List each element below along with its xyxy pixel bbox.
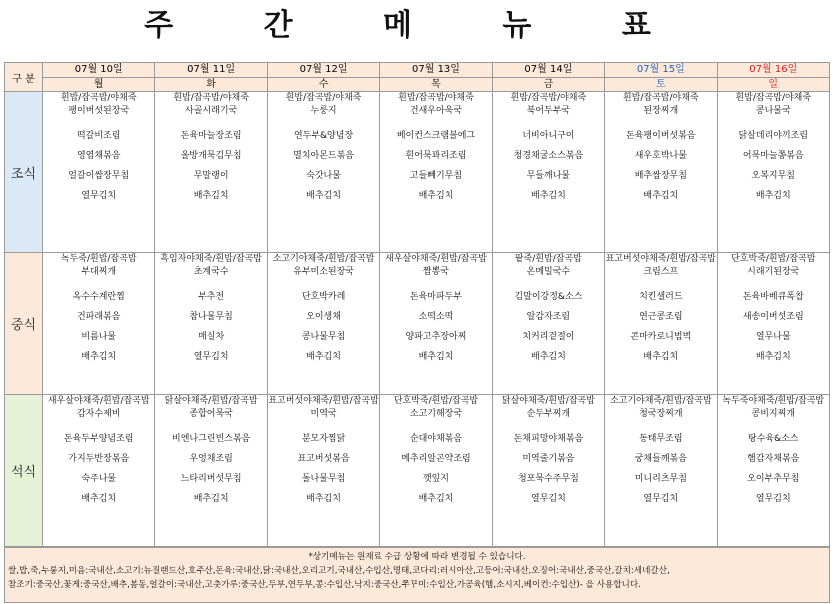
- meal-label: 중식: [5, 253, 43, 395]
- menu-item: 고들빼기무침: [409, 171, 463, 181]
- menu-item: 배추쌈장무침: [634, 171, 687, 181]
- day-date: 07월 13일: [380, 63, 491, 78]
- day-of-week: 목: [380, 78, 491, 91]
- menu-item: 흰밥/잡곡밥/야채죽: [173, 93, 249, 103]
- menu-item: 종합어묵국: [189, 409, 233, 419]
- menu-item: 온메밀국수: [526, 267, 571, 277]
- menu-item: 배추김치: [306, 191, 341, 201]
- menu-item: 배추김치: [306, 352, 341, 362]
- menu-item: 치커리겉절이: [522, 332, 575, 342]
- menu-item: 청경채굴소스볶음: [513, 151, 584, 161]
- menu-item: 옥수수계란찜: [72, 292, 125, 302]
- menu-cell: [155, 253, 267, 395]
- menu-item: 느타리버섯무침: [180, 474, 242, 484]
- day-date: 07월 16일: [718, 63, 829, 78]
- menu-item: 단호박죽/흰밥/잡곡밥: [393, 396, 479, 406]
- menu-cell: [605, 253, 717, 395]
- menu-item: 시래기된장국: [747, 267, 800, 277]
- menu-item: 짬뽕국: [422, 267, 450, 277]
- day-header-sun: [717, 63, 829, 92]
- menu-item: 청국장찌개: [639, 409, 683, 419]
- day-date: 07월 12일: [268, 63, 379, 78]
- menu-item: 흑임자야채죽/흰밥/잡곡밥: [160, 254, 262, 264]
- menu-item: 열무김치: [643, 494, 679, 504]
- menu-cell: [380, 92, 492, 253]
- menu-item: 흰밥/잡곡밥/야채죽: [510, 93, 587, 103]
- menu-cell: [717, 253, 829, 395]
- menu-cell: [492, 92, 604, 253]
- menu-item: 새우살야채죽/흰밥/잡곡밥: [47, 396, 150, 406]
- menu-item: 흰밥/잡곡밥/야채죽: [623, 93, 699, 103]
- menu-item: 건새우아욱국: [409, 106, 463, 116]
- menu-item: 미니리츠무침: [634, 474, 687, 484]
- day-header-fri: [492, 63, 604, 92]
- day-date: 07월 15일: [605, 63, 716, 78]
- menu-cell: [380, 253, 492, 395]
- menu-cell: [267, 253, 379, 395]
- menu-item-list: [155, 253, 266, 367]
- menu-item: 돈육바베큐폭찹: [742, 292, 804, 302]
- menu-item: 흰어묵꽈리조림: [405, 151, 467, 161]
- menu-cell: [43, 395, 155, 547]
- menu-item-list: [380, 253, 491, 367]
- menu-item: 사골시래기국: [185, 106, 238, 116]
- menu-item: 열무김치: [193, 352, 229, 362]
- menu-cell: [380, 395, 492, 547]
- menu-cell: [43, 92, 155, 253]
- menu-item-list: [380, 92, 491, 206]
- menu-item-list: [155, 92, 266, 206]
- menu-cell: [717, 395, 829, 547]
- menu-item: 녹두죽야채죽/흰밥/잡곡밥: [722, 396, 825, 406]
- menu-item: 닭살데리야끼조림: [738, 131, 809, 141]
- menu-item-list: [155, 395, 266, 509]
- menu-item: 콩비지찌개: [751, 409, 795, 419]
- menu-item: 순두부찌개: [526, 409, 571, 419]
- menu-item: 떡갈비조림: [76, 131, 121, 141]
- menu-item: 숙갓나물: [306, 171, 341, 181]
- day-of-week: 일: [718, 78, 829, 91]
- menu-item: 배추김치: [81, 494, 117, 504]
- menu-item: 햄감자채볶음: [747, 454, 800, 464]
- page-title: 주 간 메 뉴 표: [144, 8, 691, 43]
- menu-item: 김말이강정&소스: [514, 292, 583, 302]
- day-date: 07월 14일: [493, 63, 604, 78]
- menu-item-list: [268, 395, 379, 509]
- meal-row: [5, 253, 830, 395]
- menu-item-list: [43, 395, 154, 509]
- menu-item: 치킨샐러드: [639, 292, 683, 302]
- menu-item: 오이생채: [306, 312, 341, 322]
- menu-item: 배추김치: [193, 191, 229, 201]
- notes-origin-line-2: 참조기:중국산,꽃게:중국산,배추,봄동,얼갈이:국내산,고춧가루:중국산,두부,연두부,콩:수입산,낙지:중국산,쭈꾸미:수입산,가공육(햄,소시지,베이컨:수입산)- 을 사용합니다.: [8, 580, 641, 590]
- menu-item: 열무나물: [755, 332, 791, 342]
- menu-item: 연근콩조림: [639, 312, 683, 322]
- day-date: 07월 11일: [155, 63, 266, 78]
- menu-item-list: [493, 253, 604, 367]
- menu-cell: [155, 92, 267, 253]
- menu-item: 배추김치: [418, 191, 454, 201]
- meal-label: 조식: [5, 92, 43, 253]
- menu-item: 궁채들깨볶음: [634, 454, 687, 464]
- day-header-tue: [155, 63, 267, 92]
- menu-item: 탕수육&소스: [748, 434, 799, 444]
- menu-item: 숙주나물: [81, 474, 117, 484]
- menu-item: 동태무조림: [639, 434, 683, 444]
- menu-item: 어묵마늘쫑볶음: [742, 151, 804, 161]
- menu-item-list: [605, 253, 716, 367]
- menu-item: 깻잎지: [422, 474, 450, 484]
- menu-item: 돈육마늘장조림: [180, 131, 242, 141]
- menu-item: 돈육두부양념조림: [63, 434, 134, 444]
- menu-item: 너비아니구이: [522, 131, 575, 141]
- menu-item: 초계국수: [193, 267, 229, 277]
- menu-item-list: [43, 253, 154, 367]
- menu-item: 순대야채볶음: [409, 434, 463, 444]
- menu-item: 열무김치: [755, 494, 791, 504]
- table-header-row: [5, 63, 830, 92]
- menu-item: 콩나물무침: [301, 332, 346, 342]
- menu-item: 표고버섯야채죽/흰밥/잡곡밥: [605, 254, 717, 264]
- menu-item-list: [718, 92, 829, 206]
- menu-item: 청포묵수주무침: [517, 474, 579, 484]
- notes-disclaimer: *상기메뉴는 원재료 수급 상황에 따라 변경될 수 있습니다.: [308, 552, 526, 562]
- menu-cell: [155, 395, 267, 547]
- menu-item: 배추김치: [418, 352, 454, 362]
- day-of-week: 수: [268, 78, 379, 91]
- menu-item: 오복지무침: [751, 171, 795, 181]
- menu-item: 연두부&양념장: [293, 131, 354, 141]
- menu-item: 미역국: [310, 409, 337, 419]
- day-of-week: 월: [43, 78, 154, 91]
- menu-cell: [43, 253, 155, 395]
- menu-item: 콘마카로니범벅: [630, 332, 692, 342]
- day-of-week: 금: [493, 78, 604, 91]
- menu-item: 흰밥/잡곡밥/야채죽: [398, 93, 474, 103]
- menu-item: 소고기해장국: [409, 409, 463, 419]
- notes-origin-line-1: 쌀,밥,죽,누룽지,미음:국내산,소고기:뉴질랜드산,호주산,돈육:국내산,닭:국내산,오리고기,국내산,수입산,명태,코다리:러시아산,고등어:국내산,오징어:국내산,중국산,갈치:세네갈산,: [8, 566, 670, 576]
- menu-item: 베이컨스크램블에그: [396, 131, 476, 141]
- menu-item: 소고기야채죽/흰밥/잡곡밥: [609, 396, 712, 406]
- menu-item: 단호박카레: [301, 292, 346, 302]
- menu-item: 배추김치: [643, 191, 679, 201]
- menu-item: 배추김치: [531, 191, 566, 201]
- weekly-menu-table: [4, 62, 830, 547]
- menu-item: 표고버섯야채죽/흰밥/잡곡밥: [268, 396, 379, 406]
- menu-cell: [605, 92, 717, 253]
- menu-item: 메추리알곤약조림: [401, 454, 471, 464]
- menu-item: 누룽지: [310, 106, 337, 116]
- menu-item: 팽이버섯된장국: [68, 106, 130, 116]
- menu-item: 건파래볶음: [76, 312, 121, 322]
- menu-item: 무말랭이: [193, 171, 229, 181]
- menu-item-list: [43, 92, 154, 206]
- menu-item-list: [718, 395, 829, 509]
- menu-item: 영엽채볶음: [76, 151, 121, 161]
- menu-item: 올방개묵김무침: [180, 151, 242, 161]
- menu-item: 멸치아몬드볶음: [293, 151, 354, 161]
- menu-item: 닭살야채죽/흰밥/잡곡밥: [501, 396, 595, 406]
- category-header: 구 분: [5, 63, 43, 92]
- menu-item: 단호박죽/흰밥/잡곡밥: [731, 254, 816, 264]
- menu-item: 배추김치: [755, 191, 791, 201]
- day-header-thu: [380, 63, 492, 92]
- menu-item: 표고버섯볶음: [297, 454, 350, 464]
- menu-cell: [267, 92, 379, 253]
- day-header-sat: [605, 63, 717, 92]
- menu-item: 오이부추무침: [747, 474, 800, 484]
- menu-item: 돌나물무침: [301, 474, 346, 484]
- menu-item: 배추김치: [81, 352, 117, 362]
- menu-item: 양파고추장아찌: [405, 332, 467, 342]
- menu-item: 배추김치: [643, 352, 679, 362]
- meal-row: [5, 395, 830, 547]
- menu-item: 된장찌개: [643, 106, 679, 116]
- menu-item: 흰밥/잡곡밥/야채죽: [285, 93, 362, 103]
- menu-item: 배추김치: [193, 494, 229, 504]
- menu-item: 알감자조림: [526, 312, 571, 322]
- menu-item-list: [718, 253, 829, 367]
- menu-item: 분모자찜닭: [301, 434, 346, 444]
- menu-item: 배추김치: [306, 494, 341, 504]
- menu-item: 새송이버섯조림: [742, 312, 804, 322]
- menu-item-list: [605, 395, 716, 509]
- notes-section: [4, 547, 830, 603]
- menu-cell: [605, 395, 717, 547]
- menu-item: 열무김치: [531, 494, 566, 504]
- menu-item: 우엉채조림: [189, 454, 233, 464]
- menu-item: 부대찌개: [81, 267, 117, 277]
- menu-item: 새우호박나물: [634, 151, 687, 161]
- menu-item: 얼갈이쌈장무침: [68, 171, 130, 181]
- menu-item-list: [493, 92, 604, 206]
- menu-item: 가지두반장볶음: [68, 454, 130, 464]
- day-date: 07월 10일: [43, 63, 154, 78]
- menu-item-list: [268, 92, 379, 206]
- day-of-week: 화: [155, 78, 266, 91]
- menu-item: 흰밥/잡곡밥/야채죽: [735, 93, 812, 103]
- menu-item: 배추김치: [418, 494, 454, 504]
- menu-item: 부추전: [198, 292, 225, 302]
- menu-item: 무들깨나물: [526, 171, 571, 181]
- menu-item: 닭살야채죽/흰밥/잡곡밥: [164, 396, 258, 406]
- menu-item: 미역줄기볶음: [522, 454, 575, 464]
- day-of-week: 토: [605, 78, 716, 91]
- menu-item: 돈채피망야채볶음: [513, 434, 584, 444]
- menu-cell: [717, 92, 829, 253]
- meal-label: 석식: [5, 395, 43, 547]
- menu-item: 참나물무침: [189, 312, 233, 322]
- menu-item: 북어두부국: [526, 106, 571, 116]
- menu-item: 유부미소된장국: [293, 267, 354, 277]
- menu-item: 배추김치: [755, 352, 791, 362]
- menu-item: 비름나물: [81, 332, 117, 342]
- menu-item-list: [493, 395, 604, 509]
- meal-row: [5, 92, 830, 253]
- menu-cell: [267, 395, 379, 547]
- menu-item: 배추김치: [531, 352, 566, 362]
- menu-item-list: [380, 395, 491, 509]
- menu-item: 감자수제비: [76, 409, 121, 419]
- day-header-wed: [267, 63, 379, 92]
- menu-item: 팥죽/흰밥/잡곡밥: [514, 254, 582, 264]
- menu-item: 녹두죽/흰밥/잡곡밥: [60, 254, 137, 264]
- menu-item: 돈육마파두부: [409, 292, 463, 302]
- day-header-mon: [43, 63, 155, 92]
- menu-cell: [492, 253, 604, 395]
- menu-item: 열무김치: [81, 191, 117, 201]
- menu-cell: [492, 395, 604, 547]
- menu-item: 흰밥/잡곡밥/야채죽: [60, 93, 137, 103]
- menu-item: 소고기야채죽/흰밥/잡곡밥: [272, 254, 375, 264]
- menu-item: 콩나물국: [755, 106, 791, 116]
- menu-item-list: [268, 253, 379, 367]
- menu-item: 매실차: [198, 332, 225, 342]
- menu-item: 비엔나그린빈스볶음: [172, 434, 251, 444]
- menu-item: 소떡소떡: [418, 312, 454, 322]
- menu-item-list: [605, 92, 716, 206]
- menu-item: 새우살야채죽/흰밥/잡곡밥: [385, 254, 487, 264]
- menu-item: 크림스프: [643, 267, 679, 277]
- menu-item: 돈육팽이버섯볶음: [626, 131, 696, 141]
